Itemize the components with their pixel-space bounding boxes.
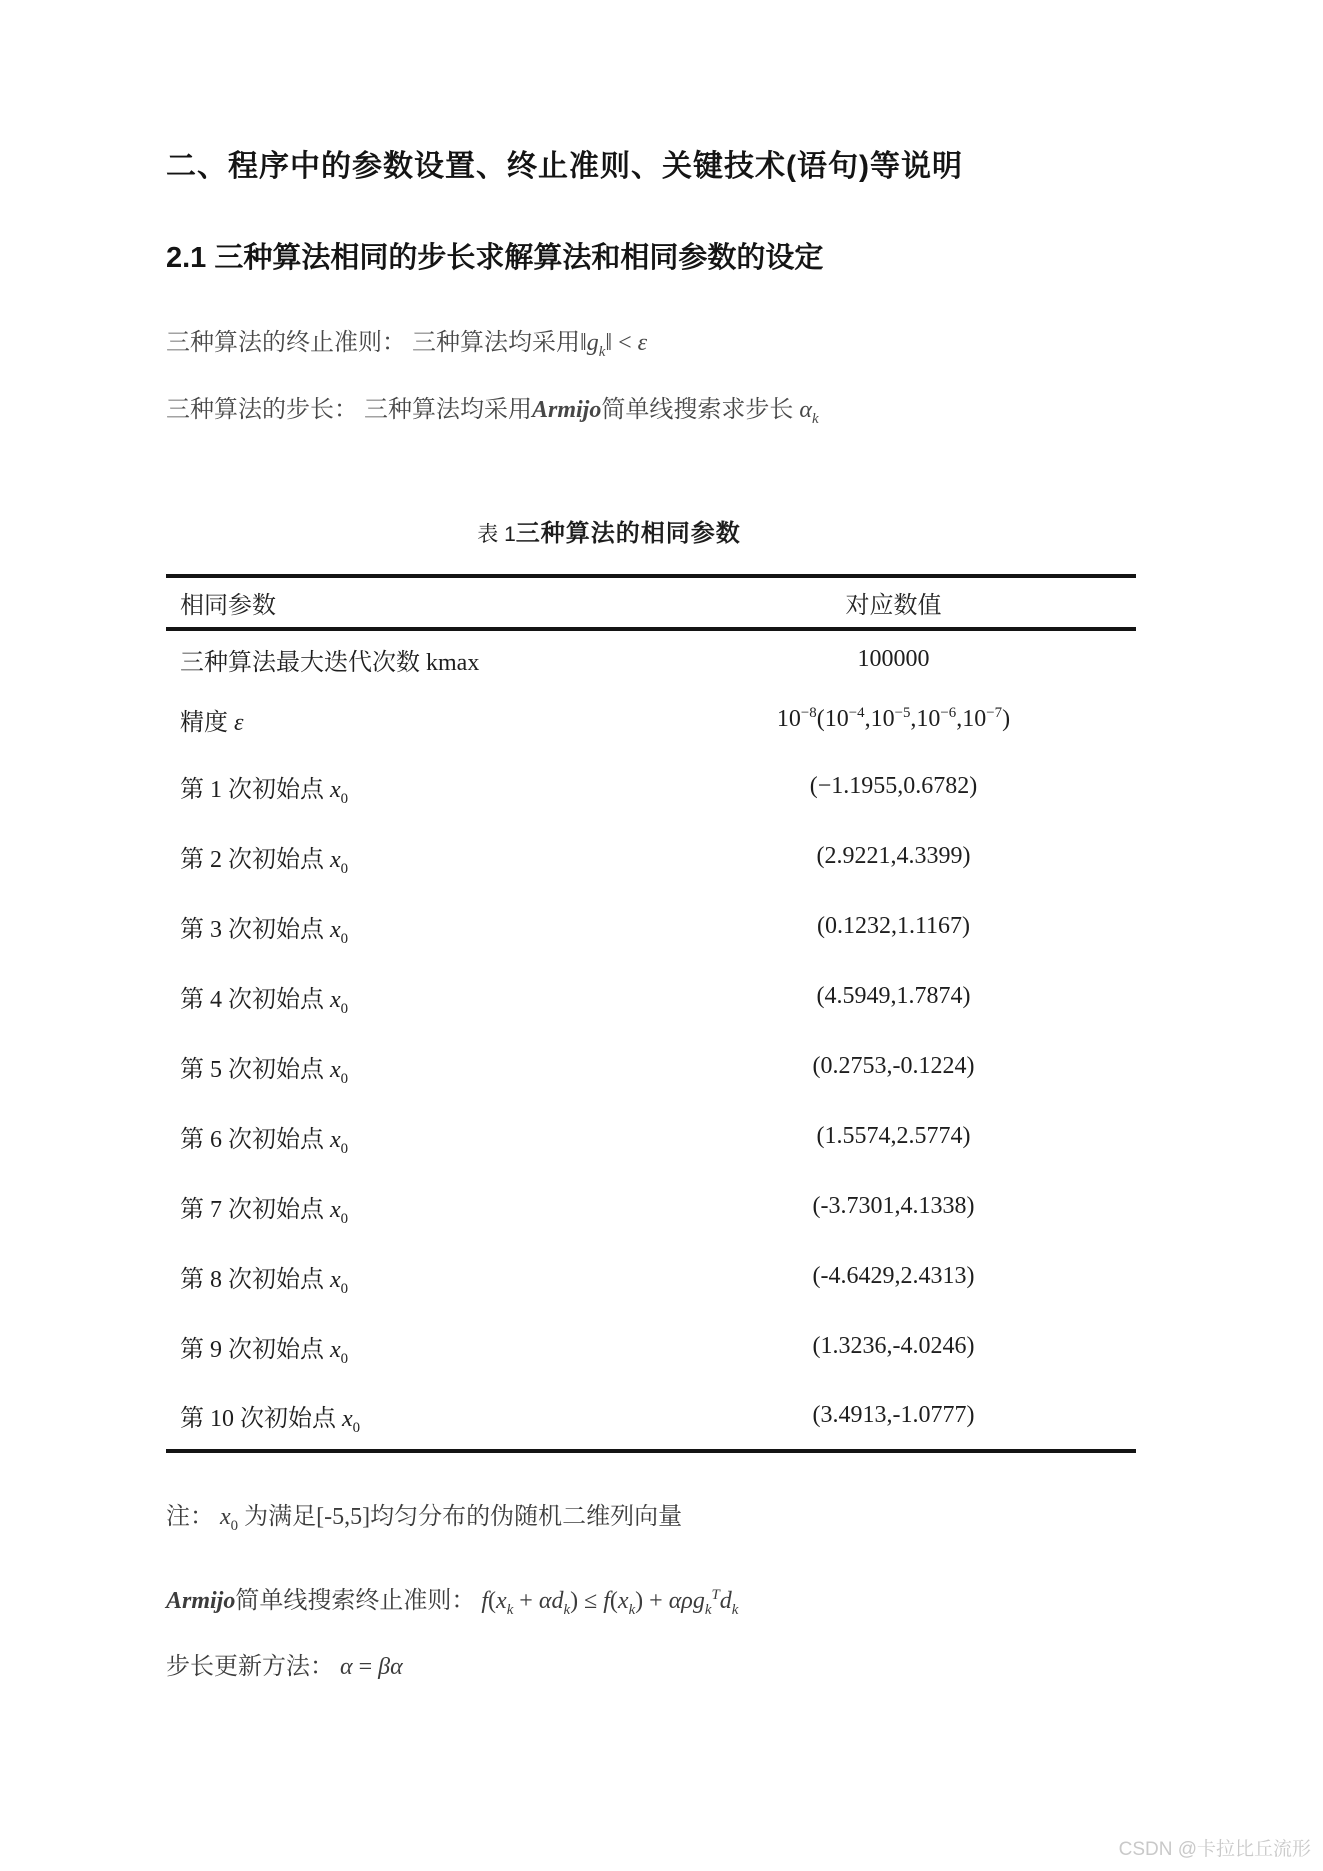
param-value-cell: 100000	[857, 645, 930, 672]
param-value-cell: (−1.1955,0.6782)	[809, 772, 978, 799]
param-value-cell: (3.4913,-1.0777)	[812, 1401, 975, 1428]
column-header-param: 相同参数	[180, 593, 276, 619]
paragraph-step-length: 三种算法的步长： 三种算法均采用Armijo简单线搜索求步长 $\alpha_k$	[166, 397, 819, 427]
param-name-cell: 第 10 次初始点 $x_0$	[180, 1405, 361, 1436]
table-row	[166, 1031, 1136, 1101]
param-value-cell: $10^{-8}(10^{-4},10^{-5},10^{-6},10^{-7})$	[776, 704, 1011, 732]
note-random-vector: 注： $x_0$ 为满足[-5,5]均匀分布的伪随机二维列向量	[166, 1504, 683, 1534]
param-name-cell: 第 3 次初始点 $x_0$	[180, 916, 349, 947]
watermark: CSDN @卡拉比丘流形	[1118, 1839, 1311, 1860]
header-row	[166, 576, 1136, 629]
param-name-cell: 第 8 次初始点 $x_0$	[180, 1266, 349, 1297]
table-row	[166, 821, 1136, 891]
params-table-body	[166, 629, 1136, 1451]
table-row	[166, 687, 1136, 751]
document-content	[166, 0, 1136, 1685]
paragraph-termination-criterion: 三种算法的终止准则： 三种算法均采用$‖g_k‖ < \varepsilon$	[166, 330, 648, 360]
table-caption-number: 表 1	[477, 523, 516, 546]
param-value-cell: (1.3236,-4.0246)	[812, 1332, 975, 1359]
param-value-cell: (0.2753,-0.1224)	[812, 1052, 975, 1079]
table-row	[166, 751, 1136, 821]
param-name-cell: 第 5 次初始点 $x_0$	[180, 1056, 349, 1087]
param-value-cell: (4.5949,1.7874)	[816, 982, 971, 1009]
table-row	[166, 1311, 1136, 1381]
section-title: 2.1 三种算法相同的步长求解算法和相同参数的设定	[166, 242, 824, 274]
param-value-cell: (-4.6429,2.4313)	[812, 1262, 975, 1289]
param-name-cell: 第 2 次初始点 $x_0$	[180, 846, 349, 877]
param-name-cell: 第 1 次初始点 $x_0$	[180, 776, 349, 807]
table-caption-title: 三种算法的相同参数	[515, 520, 741, 547]
table-row	[166, 1101, 1136, 1171]
note-armijo-criterion: Armijo简单线搜索终止准则： $f(x_k + \alpha d_k) \le f(x_k) + \alpha\rho g_k^Td_k$	[166, 1587, 739, 1618]
column-header-value: 对应数值	[845, 593, 942, 619]
page-title: 二、程序中的参数设置、终止准则、关键技术(语句)等说明	[166, 150, 963, 183]
params-table-head	[166, 576, 1136, 629]
param-name-cell: 第 6 次初始点 $x_0$	[180, 1126, 349, 1157]
param-name-cell: 三种算法最大迭代次数 kmax	[180, 649, 480, 676]
param-value-cell: (-3.7301,4.1338)	[812, 1192, 975, 1219]
table-row	[166, 961, 1136, 1031]
param-value-cell: (0.1232,1.1167)	[816, 912, 971, 939]
param-value-cell: (2.9221,4.3399)	[816, 842, 971, 869]
params-table	[166, 574, 1136, 1453]
param-name-cell: 第 7 次初始点 $x_0$	[180, 1196, 349, 1227]
param-name-cell: 第 4 次初始点 $x_0$	[180, 986, 349, 1017]
note-step-update: 步长更新方法： α = βα	[166, 1654, 403, 1680]
table-row	[166, 1171, 1136, 1241]
param-name-cell: 第 9 次初始点 $x_0$	[180, 1336, 349, 1367]
param-name-cell: 精度 ε	[180, 709, 244, 736]
table-row	[166, 629, 1136, 687]
param-value-cell: (1.5574,2.5774)	[816, 1122, 971, 1149]
table-row	[166, 891, 1136, 961]
table-row	[166, 1241, 1136, 1311]
table-caption	[124, 517, 1094, 554]
table-row	[166, 1381, 1136, 1451]
